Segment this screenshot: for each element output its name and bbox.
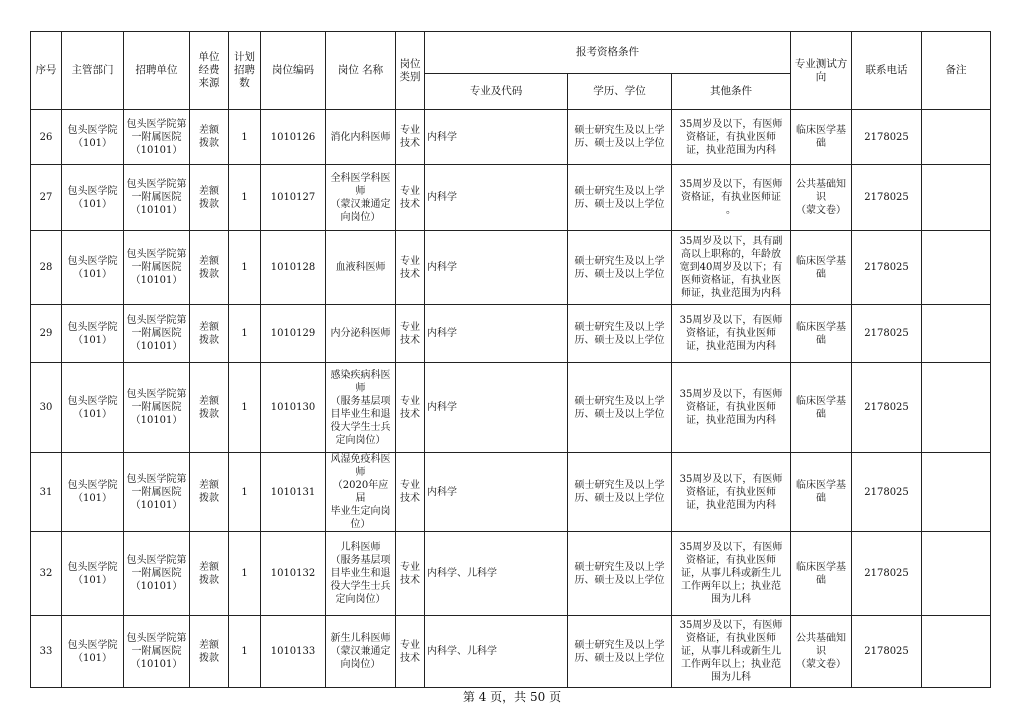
- fund-cell: 差额 拨款: [190, 453, 229, 532]
- plan-cell: 1: [229, 231, 261, 305]
- phone-cell: 2178025: [852, 231, 922, 305]
- table-row: [31, 110, 991, 165]
- major-cell: 内科学: [425, 453, 568, 532]
- col-phone-header: 联系电话: [852, 32, 922, 110]
- col-note-header: 备注: [922, 32, 991, 110]
- col-type-header: 岗位 类别: [396, 32, 425, 110]
- seq-cell: 28: [31, 231, 62, 305]
- code-cell: 1010127: [261, 165, 326, 231]
- plan-cell: 1: [229, 616, 261, 688]
- seq-cell: 32: [31, 532, 62, 616]
- other-cell: 35周岁及以下，有医师 资格证，有执业医师 证，执业范围为内科: [672, 305, 791, 363]
- fund-cell: 差额 拨款: [190, 231, 229, 305]
- type-cell: 专业 技术: [396, 616, 425, 688]
- type-cell: 专业 技术: [396, 231, 425, 305]
- dept-cell: 包头医学院 （101）: [62, 453, 124, 532]
- major-cell: 内科学: [425, 110, 568, 165]
- edu-cell: 硕士研究生及以上学 历、硕士及以上学位: [568, 532, 672, 616]
- fund-cell: 差额 拨款: [190, 305, 229, 363]
- unit-cell: 包头医学院第 一附属医院 （10101）: [124, 110, 190, 165]
- phone-cell: 2178025: [852, 363, 922, 453]
- post-cell: 消化内科医师: [326, 110, 396, 165]
- unit-cell: 包头医学院第 一附属医院 （10101）: [124, 305, 190, 363]
- edu-cell: 硕士研究生及以上学 历、硕士及以上学位: [568, 363, 672, 453]
- col-plan-header: 计划 招聘 数: [229, 32, 261, 110]
- major-cell: 内科学、儿科学: [425, 616, 568, 688]
- dept-cell: 包头医学院 （101）: [62, 532, 124, 616]
- seq-cell: 29: [31, 305, 62, 363]
- table-row: [31, 453, 991, 532]
- phone-cell: 2178025: [852, 616, 922, 688]
- type-cell: 专业 技术: [396, 305, 425, 363]
- fund-cell: 差额 拨款: [190, 616, 229, 688]
- seq-cell: 26: [31, 110, 62, 165]
- note-cell: [922, 165, 991, 231]
- table-row: [31, 532, 991, 616]
- other-cell: 35周岁及以下，有医师 资格证，有执业医师 证，执业范围为内科: [672, 110, 791, 165]
- unit-cell: 包头医学院第 一附属医院 （10101）: [124, 165, 190, 231]
- dept-cell: 包头医学院 （101）: [62, 165, 124, 231]
- other-cell: 35周岁及以下，有医师 资格证，有执业医师 证，执业范围为内科: [672, 453, 791, 532]
- test-cell: 临床医学基 础: [791, 532, 852, 616]
- unit-cell: 包头医学院第 一附属医院 （10101）: [124, 532, 190, 616]
- test-cell: 临床医学基 础: [791, 110, 852, 165]
- test-cell: 临床医学基 础: [791, 363, 852, 453]
- major-cell: 内科学: [425, 165, 568, 231]
- fund-cell: 差额 拨款: [190, 165, 229, 231]
- table-body: [31, 110, 991, 688]
- code-cell: 1010128: [261, 231, 326, 305]
- unit-cell: 包头医学院第 一附属医院 （10101）: [124, 231, 190, 305]
- col-unit-header: 招聘单位: [124, 32, 190, 110]
- fund-cell: 差额 拨款: [190, 532, 229, 616]
- note-cell: [922, 305, 991, 363]
- post-cell: 全科医学科医 师 （蒙汉兼通定 向岗位）: [326, 165, 396, 231]
- code-cell: 1010131: [261, 453, 326, 532]
- col-test-header: 专业测试方 向: [791, 32, 852, 110]
- type-cell: 专业 技术: [396, 363, 425, 453]
- dept-cell: 包头医学院 （101）: [62, 110, 124, 165]
- note-cell: [922, 616, 991, 688]
- col-fund-header: 单位 经费 来源: [190, 32, 229, 110]
- plan-cell: 1: [229, 165, 261, 231]
- seq-cell: 33: [31, 616, 62, 688]
- plan-cell: 1: [229, 453, 261, 532]
- code-cell: 1010132: [261, 532, 326, 616]
- dept-cell: 包头医学院 （101）: [62, 616, 124, 688]
- phone-cell: 2178025: [852, 453, 922, 532]
- col-post-header: 岗位 名称: [326, 32, 396, 110]
- post-cell: 内分泌科医师: [326, 305, 396, 363]
- seq-cell: 30: [31, 363, 62, 453]
- unit-cell: 包头医学院第 一附属医院 （10101）: [124, 363, 190, 453]
- other-cell: 35周岁及以下，有医师 资格证，有执业医师证 。: [672, 165, 791, 231]
- post-cell: 新生儿科医师 （蒙汉兼通定 向岗位）: [326, 616, 396, 688]
- table-row: [31, 363, 991, 453]
- fund-cell: 差额 拨款: [190, 363, 229, 453]
- table-row: [31, 616, 991, 688]
- major-cell: 内科学、儿科学: [425, 532, 568, 616]
- edu-cell: 硕士研究生及以上学 历、硕士及以上学位: [568, 453, 672, 532]
- col-code-header: 岗位编码: [261, 32, 326, 110]
- code-cell: 1010126: [261, 110, 326, 165]
- note-cell: [922, 453, 991, 532]
- dept-cell: 包头医学院 （101）: [62, 363, 124, 453]
- phone-cell: 2178025: [852, 110, 922, 165]
- table-row: [31, 231, 991, 305]
- edu-cell: 硕士研究生及以上学 历、硕士及以上学位: [568, 165, 672, 231]
- test-cell: 公共基础知 识 （蒙文卷）: [791, 165, 852, 231]
- plan-cell: 1: [229, 532, 261, 616]
- code-cell: 1010129: [261, 305, 326, 363]
- col-major-header: 专业及代码: [425, 74, 568, 110]
- test-cell: 公共基础知 识 （蒙文卷）: [791, 616, 852, 688]
- edu-cell: 硕士研究生及以上学 历、硕士及以上学位: [568, 110, 672, 165]
- edu-cell: 硕士研究生及以上学 历、硕士及以上学位: [568, 231, 672, 305]
- major-cell: 内科学: [425, 231, 568, 305]
- dept-cell: 包头医学院 （101）: [62, 231, 124, 305]
- type-cell: 专业 技术: [396, 453, 425, 532]
- edu-cell: 硕士研究生及以上学 历、硕士及以上学位: [568, 305, 672, 363]
- test-cell: 临床医学基 础: [791, 453, 852, 532]
- col-qual-header: 报考资格条件: [425, 32, 791, 74]
- note-cell: [922, 363, 991, 453]
- other-cell: 35周岁及以下，有医师 资格证，有执业医师 证，执业范围为内科: [672, 363, 791, 453]
- code-cell: 1010130: [261, 363, 326, 453]
- other-cell: 35周岁及以下，有医师 资格证，有执业医师 证，从事儿科或新生儿 工作两年以上；执业范 围为儿科: [672, 532, 791, 616]
- test-cell: 临床医学基 础: [791, 231, 852, 305]
- col-other-header: 其他条件: [672, 74, 791, 110]
- note-cell: [922, 532, 991, 616]
- post-cell: 血液科医师: [326, 231, 396, 305]
- test-cell: 临床医学基 础: [791, 305, 852, 363]
- col-seq-header: 序号: [31, 32, 62, 110]
- col-edu-header: 学历、学位: [568, 74, 672, 110]
- unit-cell: 包头医学院第 一附属医院 （10101）: [124, 453, 190, 532]
- unit-cell: 包头医学院第 一附属医院 （10101）: [124, 616, 190, 688]
- type-cell: 专业 技术: [396, 532, 425, 616]
- note-cell: [922, 231, 991, 305]
- other-cell: 35周岁及以下，具有副 高以上职称的，年龄放 宽到40周岁及以下；有 医师资格证，有执业医 师证，执业范围为内科: [672, 231, 791, 305]
- edu-cell: 硕士研究生及以上学 历、硕士及以上学位: [568, 616, 672, 688]
- seq-cell: 27: [31, 165, 62, 231]
- dept-cell: 包头医学院 （101）: [62, 305, 124, 363]
- code-cell: 1010133: [261, 616, 326, 688]
- major-cell: 内科学: [425, 305, 568, 363]
- phone-cell: 2178025: [852, 165, 922, 231]
- post-cell: 儿科医师 （服务基层项 目毕业生和退 役大学生士兵 定向岗位）: [326, 532, 396, 616]
- recruitment-table: [30, 31, 991, 688]
- page-number: 第 4 页，共 50 页: [462, 690, 562, 704]
- plan-cell: 1: [229, 110, 261, 165]
- fund-cell: 差额 拨款: [190, 110, 229, 165]
- other-cell: 35周岁及以下，有医师 资格证，有执业医师 证，从事儿科或新生儿 工作两年以上；执业范 围为儿科: [672, 616, 791, 688]
- header-row: [31, 32, 991, 74]
- note-cell: [922, 110, 991, 165]
- type-cell: 专业 技术: [396, 110, 425, 165]
- post-cell: 感染疾病科医 师 （服务基层项 目毕业生和退 役大学生士兵 定向岗位）: [326, 363, 396, 453]
- major-cell: 内科学: [425, 363, 568, 453]
- seq-cell: 31: [31, 453, 62, 532]
- phone-cell: 2178025: [852, 305, 922, 363]
- type-cell: 专业 技术: [396, 165, 425, 231]
- col-dept-header: 主管部门: [62, 32, 124, 110]
- plan-cell: 1: [229, 363, 261, 453]
- table-row: [31, 305, 991, 363]
- phone-cell: 2178025: [852, 532, 922, 616]
- post-cell: 风湿免疫科医 师 （2020年应届 毕业生定向岗 位）: [326, 453, 396, 532]
- plan-cell: 1: [229, 305, 261, 363]
- table-row: [31, 165, 991, 231]
